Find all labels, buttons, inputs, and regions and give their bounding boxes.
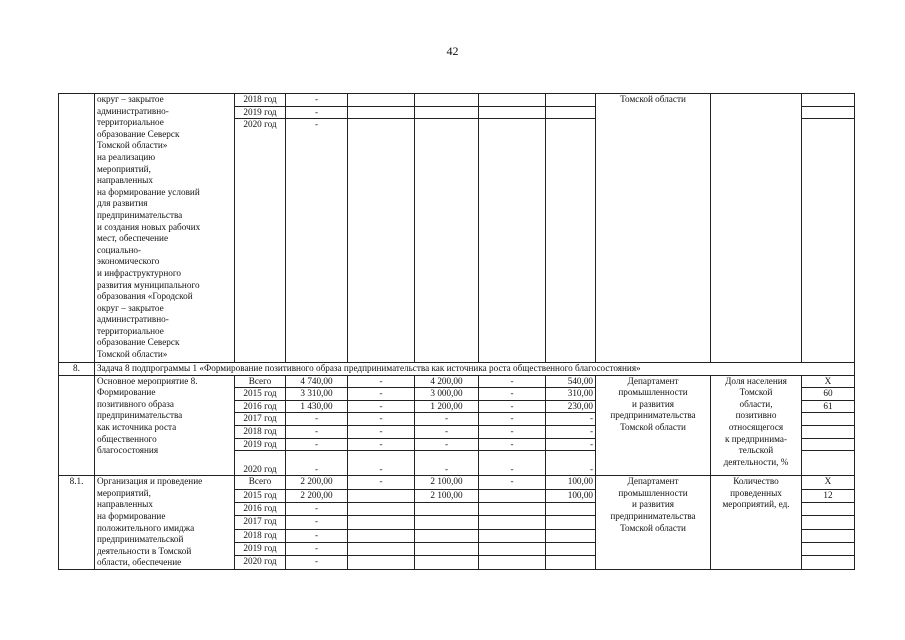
regional-cell: - [415, 413, 479, 426]
indicator-value-cell [802, 413, 855, 426]
federal-cell [348, 543, 415, 556]
indicator-name-cell [711, 375, 802, 476]
regional-cell [415, 106, 479, 119]
other-cell: - [546, 425, 596, 438]
total-cell: - [286, 529, 348, 542]
regional-cell [415, 502, 479, 515]
total-cell: - [286, 119, 348, 363]
number-cell [59, 375, 95, 476]
indicator-value-cell [802, 502, 855, 515]
total-cell: - [286, 556, 348, 569]
event-name-cell [95, 476, 235, 570]
local-cell: - [479, 425, 546, 438]
total-cell: - [286, 425, 348, 438]
local-cell: - [479, 438, 546, 451]
executor-cell-line: Томской области [620, 522, 686, 533]
indicator-name-cell [711, 94, 802, 363]
event-name-cell-line: предпринимательской [97, 534, 184, 545]
regional-cell: - [415, 451, 479, 476]
regional-cell [415, 543, 479, 556]
indicator-value-cell [802, 529, 855, 542]
other-cell: 540,00 [546, 375, 596, 388]
event-name-cell-line: образования «Городской [97, 291, 193, 302]
year-cell: 2020 год [235, 556, 286, 569]
other-cell: 310,00 [546, 388, 596, 401]
other-cell: - [546, 413, 596, 426]
year-cell: Всего [235, 375, 286, 388]
executor-cell-line: предпринимательства [610, 410, 696, 421]
other-cell: 100,00 [546, 476, 596, 489]
task-row [59, 362, 855, 375]
total-cell: 4 740,00 [286, 375, 348, 388]
year-cell: 2020 год [235, 451, 286, 476]
year-cell: 2016 год [235, 400, 286, 413]
event-name-cell-line: территориальное [97, 325, 164, 336]
regional-cell [415, 516, 479, 529]
event-name-cell-line: мероприятий, [97, 163, 151, 174]
executor-cell: Томской области [596, 94, 711, 363]
event-name-cell-line: Формирование [97, 387, 156, 398]
local-cell [479, 543, 546, 556]
regional-cell: - [415, 438, 479, 451]
event-name-cell-line: положительного имиджа [97, 522, 195, 533]
event-name-cell-line: как источника роста [97, 421, 177, 432]
indicator-name-cell-line: деятельности, % [723, 456, 789, 467]
event-name-cell [95, 375, 235, 476]
indicator-name-cell-line: относящегося [728, 421, 784, 432]
total-cell: - [286, 451, 348, 476]
indicator-value-cell: 60 [802, 388, 855, 401]
local-cell: - [479, 476, 546, 489]
regional-cell [415, 94, 479, 107]
other-cell: 230,00 [546, 400, 596, 413]
regional-cell: - [415, 425, 479, 438]
indicator-value-cell: X [802, 375, 855, 388]
other-cell [546, 529, 596, 542]
indicator-name-cell-line: Томской [739, 387, 773, 398]
regional-cell: 3 000,00 [415, 388, 479, 401]
indicator-value-cell [802, 516, 855, 529]
total-cell: - [286, 94, 348, 107]
executor-cell [596, 375, 711, 476]
year-cell: 2017 год [235, 413, 286, 426]
event-name-cell-line: Основное мероприятие 8. [97, 375, 198, 386]
year-cell: 2016 год [235, 502, 286, 515]
executor-cell-line: промышленности [618, 387, 688, 398]
indicator-name-cell-line: области, [739, 398, 773, 409]
task-title: Задача 8 подпрограммы 1 «Формирование позитивного образа предпринимательства как источника роста общественного благосостояния» [95, 362, 855, 375]
local-cell [479, 516, 546, 529]
event-name-cell-line: развития муниципального [97, 279, 200, 290]
indicator-value-cell [802, 94, 855, 107]
event-name-cell-line: направленных [97, 499, 153, 510]
other-cell [546, 516, 596, 529]
year-cell: Всего [235, 476, 286, 489]
local-cell [479, 556, 546, 569]
local-cell [479, 94, 546, 107]
year-cell: 2018 год [235, 425, 286, 438]
executor-cell-line: и развития [632, 499, 674, 510]
program-table [58, 93, 855, 570]
other-cell [546, 106, 596, 119]
executor-cell-line: и развития [632, 398, 674, 409]
number-cell [59, 94, 95, 363]
task-number: 8. [59, 362, 95, 375]
indicator-value-cell: 61 [802, 400, 855, 413]
indicator-value-cell: X [802, 476, 855, 489]
federal-cell: - [348, 375, 415, 388]
event-name-cell [95, 94, 235, 363]
event-name-cell-line: округ – закрытое [97, 302, 164, 313]
event-name-cell-line: социально- [97, 244, 142, 255]
regional-cell [415, 556, 479, 569]
event-name-cell-line: мероприятий, [97, 487, 151, 498]
total-cell: - [286, 413, 348, 426]
regional-cell: 4 200,00 [415, 375, 479, 388]
event-name-cell-line: мест, обеспечение [97, 233, 169, 244]
local-cell [479, 119, 546, 363]
federal-cell: - [348, 451, 415, 476]
local-cell [479, 489, 546, 502]
event-name-cell-line: предпринимательства [97, 209, 183, 220]
other-cell: 100,00 [546, 489, 596, 502]
local-cell: - [479, 451, 546, 476]
event-name-cell-line: деятельности в Томской [97, 545, 192, 556]
indicator-name-cell-line: проведенных [730, 487, 782, 498]
other-cell [546, 502, 596, 515]
total-cell: 1 430,00 [286, 400, 348, 413]
event-name-cell-line: образование Северск [97, 128, 180, 139]
other-cell: - [546, 438, 596, 451]
total-cell: - [286, 516, 348, 529]
indicator-value-cell [802, 425, 855, 438]
indicator-value-cell [802, 106, 855, 119]
executor-cell-line: Томской области [620, 421, 686, 432]
federal-cell: - [348, 413, 415, 426]
event-name-cell-line: и инфраструктурного [97, 267, 182, 278]
year-cell: 2019 год [235, 106, 286, 119]
event-name-cell-line: административно- [97, 105, 169, 116]
executor-cell [596, 476, 711, 570]
event-name-cell-line: округ – закрытое [97, 94, 164, 104]
event-name-cell-line: и создания новых рабочих [97, 221, 201, 232]
indicator-value-cell [802, 119, 855, 363]
federal-cell [348, 502, 415, 515]
federal-cell [348, 529, 415, 542]
indicator-name-cell-line: Доля населения [725, 375, 787, 386]
federal-cell [348, 94, 415, 107]
federal-cell: - [348, 438, 415, 451]
total-cell: 2 200,00 [286, 476, 348, 489]
local-cell [479, 106, 546, 119]
other-cell: - [546, 451, 596, 476]
federal-cell: - [348, 400, 415, 413]
event-name-cell-line: благосостояния [97, 445, 159, 456]
indicator-value-cell [802, 543, 855, 556]
year-cell: 2018 год [235, 94, 286, 107]
total-cell: - [286, 106, 348, 119]
federal-cell [348, 489, 415, 502]
event-name-cell-line: экономического [97, 256, 160, 267]
event-name-cell-line: Организация и проведение [97, 476, 203, 487]
regional-cell: 2 100,00 [415, 489, 479, 502]
executor-cell-line: промышленности [618, 487, 688, 498]
federal-cell: - [348, 476, 415, 489]
year-cell: 2017 год [235, 516, 286, 529]
other-cell [546, 543, 596, 556]
total-cell: - [286, 438, 348, 451]
regional-cell: 2 100,00 [415, 476, 479, 489]
table-row [59, 375, 855, 388]
event-name-cell-line: позитивного образа [97, 398, 174, 409]
event-name-cell-line: общественного [97, 433, 157, 444]
indicator-value-cell [802, 556, 855, 569]
year-cell: 2018 год [235, 529, 286, 542]
executor-cell-line: Департамент [627, 476, 679, 487]
total-cell: - [286, 543, 348, 556]
federal-cell: - [348, 388, 415, 401]
indicator-name-cell-line: мероприятий, ед. [722, 499, 790, 510]
federal-cell [348, 119, 415, 363]
indicator-name-cell-line: Количество [733, 476, 779, 487]
event-name-cell-line: направленных [97, 175, 153, 186]
year-cell: 2020 год [235, 119, 286, 363]
federal-cell: - [348, 425, 415, 438]
year-cell: 2019 год [235, 438, 286, 451]
year-cell: 2015 год [235, 489, 286, 502]
indicator-name-cell-line: позитивно [735, 410, 777, 421]
event-name-cell-line: Томской области» [97, 140, 168, 151]
event-name-cell-line: области, обеспечение [97, 557, 182, 568]
other-cell [546, 556, 596, 569]
other-cell [546, 94, 596, 107]
local-cell: - [479, 375, 546, 388]
regional-cell: 1 200,00 [415, 400, 479, 413]
regional-cell [415, 529, 479, 542]
total-cell: 2 200,00 [286, 489, 348, 502]
indicator-value-cell [802, 438, 855, 451]
federal-cell [348, 556, 415, 569]
local-cell: - [479, 413, 546, 426]
table-row [59, 476, 855, 489]
event-name-cell-line: Томской области» [97, 349, 168, 360]
local-cell [479, 502, 546, 515]
event-name-cell-line: предпринимательства [97, 410, 183, 421]
other-cell [546, 119, 596, 363]
event-name-cell-line: для развития [97, 198, 148, 209]
indicator-name-cell-line: к предпринима- [724, 433, 788, 444]
event-name-cell-line: на формирование [97, 510, 166, 521]
event-name-cell-line: территориальное [97, 117, 164, 128]
year-cell: 2019 год [235, 543, 286, 556]
executor-cell-line: предпринимательства [610, 510, 696, 521]
total-cell: - [286, 502, 348, 515]
event-name-cell-line: образование Северск [97, 337, 180, 348]
total-cell: 3 310,00 [286, 388, 348, 401]
indicator-value-cell [802, 451, 855, 476]
local-cell [479, 529, 546, 542]
page-number: 42 [446, 44, 459, 58]
number-cell: 8.1. [59, 476, 95, 570]
local-cell: - [479, 388, 546, 401]
indicator-value-cell: 12 [802, 489, 855, 502]
federal-cell [348, 106, 415, 119]
year-cell: 2015 год [235, 388, 286, 401]
federal-cell [348, 516, 415, 529]
event-name-cell-line: административно- [97, 314, 169, 325]
executor-cell-line: Департамент [627, 375, 679, 386]
event-name-cell-line: на реализацию [97, 151, 156, 162]
event-name-cell-line: на формирование условий [97, 186, 200, 197]
indicator-name-cell [711, 476, 802, 570]
local-cell: - [479, 400, 546, 413]
table-row [59, 94, 855, 107]
regional-cell [415, 119, 479, 363]
indicator-name-cell-line: тельской [738, 445, 774, 456]
